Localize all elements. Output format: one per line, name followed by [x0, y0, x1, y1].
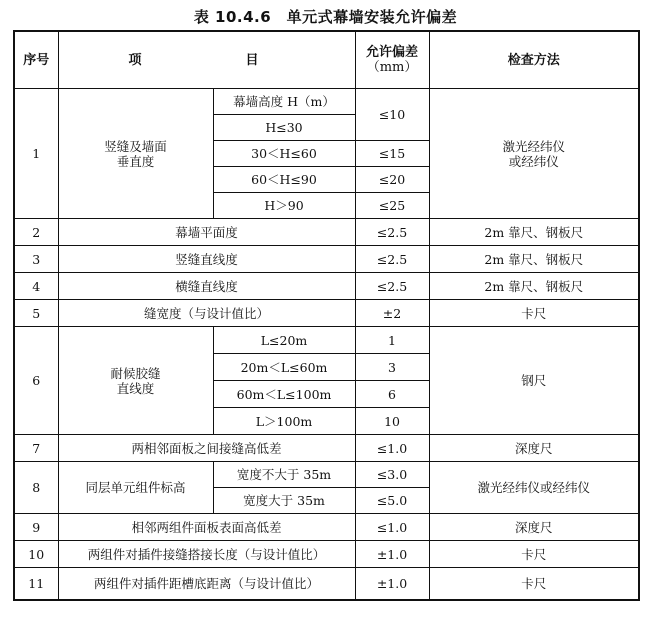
- table-row: [14, 514, 639, 541]
- row6-item-line1: 耐候胶缝: [110, 365, 161, 381]
- row8-item: 同层单元组件标高: [58, 462, 213, 514]
- table-row: [14, 246, 639, 273]
- row1-tol-3: ≤20: [355, 167, 429, 193]
- row6-sub-4: L＞100m: [213, 408, 355, 435]
- table-row: [14, 462, 639, 488]
- row8-tol-2: ≤5.0: [355, 488, 429, 514]
- row9-method: 深度尺: [429, 514, 639, 541]
- header-tolerance-line1: 允许偏差: [366, 45, 419, 60]
- row6-sub-3: 60m＜L≤100m: [213, 381, 355, 408]
- row1-method: [429, 89, 639, 219]
- row2-method: 2m 靠尺、钢板尺: [429, 219, 639, 246]
- row8-tol-1: ≤3.0: [355, 462, 429, 488]
- row4-item: 横缝直线度: [58, 273, 355, 300]
- row1-method-line1: 激光经纬仪: [502, 138, 566, 154]
- header-seq: 序号: [14, 31, 58, 89]
- row6-tol-3: 6: [355, 381, 429, 408]
- table-row: [14, 568, 639, 601]
- row1-tol-4: ≤25: [355, 193, 429, 219]
- row7-method: 深度尺: [429, 435, 639, 462]
- header-row: [14, 31, 639, 89]
- row3-seq: 3: [14, 246, 58, 273]
- header-item: 项 目: [58, 31, 355, 89]
- row11-method: 卡尺: [429, 568, 639, 601]
- row1-item-line1: 竖缝及墙面: [104, 138, 167, 154]
- row6-tol-1: 1: [355, 327, 429, 354]
- row1-sub-2: 30＜H≤60: [213, 141, 355, 167]
- row11-item: 两组件对插件距槽底距离（与设计值比）: [58, 568, 355, 601]
- row8-sub-1: 宽度不大于 35m: [213, 462, 355, 488]
- header-method: 检查方法: [429, 31, 639, 89]
- table-row: [14, 89, 639, 115]
- row10-seq: 10: [14, 541, 58, 568]
- row7-item: 两相邻面板之间接缝高低差: [58, 435, 355, 462]
- row7-seq: 7: [14, 435, 58, 462]
- row6-item: [58, 327, 213, 435]
- table-title: 表 10.4.6 单元式幕墙安装允许偏差: [193, 8, 458, 26]
- row1-sub-heading: 幕墙高度 H（m）: [213, 89, 355, 115]
- row6-item-line2: 直线度: [116, 380, 155, 396]
- row10-method: 卡尺: [429, 541, 639, 568]
- row6-sub-1: L≤20m: [213, 327, 355, 354]
- row6-method: 钢尺: [429, 327, 639, 435]
- row1-sub-1: H≤30: [213, 115, 355, 141]
- row2-seq: 2: [14, 219, 58, 246]
- table-row: [14, 219, 639, 246]
- row6-tol-4: 10: [355, 408, 429, 435]
- row4-seq: 4: [14, 273, 58, 300]
- table-row: [14, 435, 639, 462]
- row7-tol: ≤1.0: [355, 435, 429, 462]
- tolerance-table: [13, 30, 640, 601]
- row6-tol-2: 3: [355, 354, 429, 381]
- row3-item: 竖缝直线度: [58, 246, 355, 273]
- row5-seq: 5: [14, 300, 58, 327]
- row1-item-line2: 垂直度: [116, 153, 155, 169]
- table-row: [14, 300, 639, 327]
- row1-sub-4: H＞90: [213, 193, 355, 219]
- row8-method: 激光经纬仪或经纬仪: [429, 462, 639, 514]
- row2-item: 幕墙平面度: [58, 219, 355, 246]
- row9-item: 相邻两组件面板表面高低差: [58, 514, 355, 541]
- row1-tol-1: ≤10: [355, 89, 429, 141]
- row2-tol: ≤2.5: [355, 219, 429, 246]
- row3-tol: ≤2.5: [355, 246, 429, 273]
- row11-seq: 11: [14, 568, 58, 601]
- row1-item: [58, 89, 213, 219]
- row6-sub-2: 20m＜L≤60m: [213, 354, 355, 381]
- row9-tol: ≤1.0: [355, 514, 429, 541]
- table-row: [14, 327, 639, 354]
- row4-method: 2m 靠尺、钢板尺: [429, 273, 639, 300]
- row1-sub-3: 60＜H≤90: [213, 167, 355, 193]
- row5-tol: ±2: [355, 300, 429, 327]
- header-tolerance: [355, 31, 429, 89]
- row5-item: 缝宽度（与设计值比）: [58, 300, 355, 327]
- row8-seq: 8: [14, 462, 58, 514]
- row1-method-line2: 或经纬仪: [508, 153, 559, 169]
- row6-seq: 6: [14, 327, 58, 435]
- table-row: [14, 273, 639, 300]
- header-tolerance-line2: （mm）: [366, 60, 418, 75]
- row8-sub-2: 宽度大于 35m: [213, 488, 355, 514]
- row1-seq: 1: [14, 89, 58, 219]
- row4-tol: ≤2.5: [355, 273, 429, 300]
- row10-tol: ±1.0: [355, 541, 429, 568]
- row9-seq: 9: [14, 514, 58, 541]
- row11-tol: ±1.0: [355, 568, 429, 601]
- table-row: [14, 541, 639, 568]
- row3-method: 2m 靠尺、钢板尺: [429, 246, 639, 273]
- row10-item: 两组件对插件接缝搭接长度（与设计值比）: [58, 541, 355, 568]
- row5-method: 卡尺: [429, 300, 639, 327]
- row1-tol-2: ≤15: [355, 141, 429, 167]
